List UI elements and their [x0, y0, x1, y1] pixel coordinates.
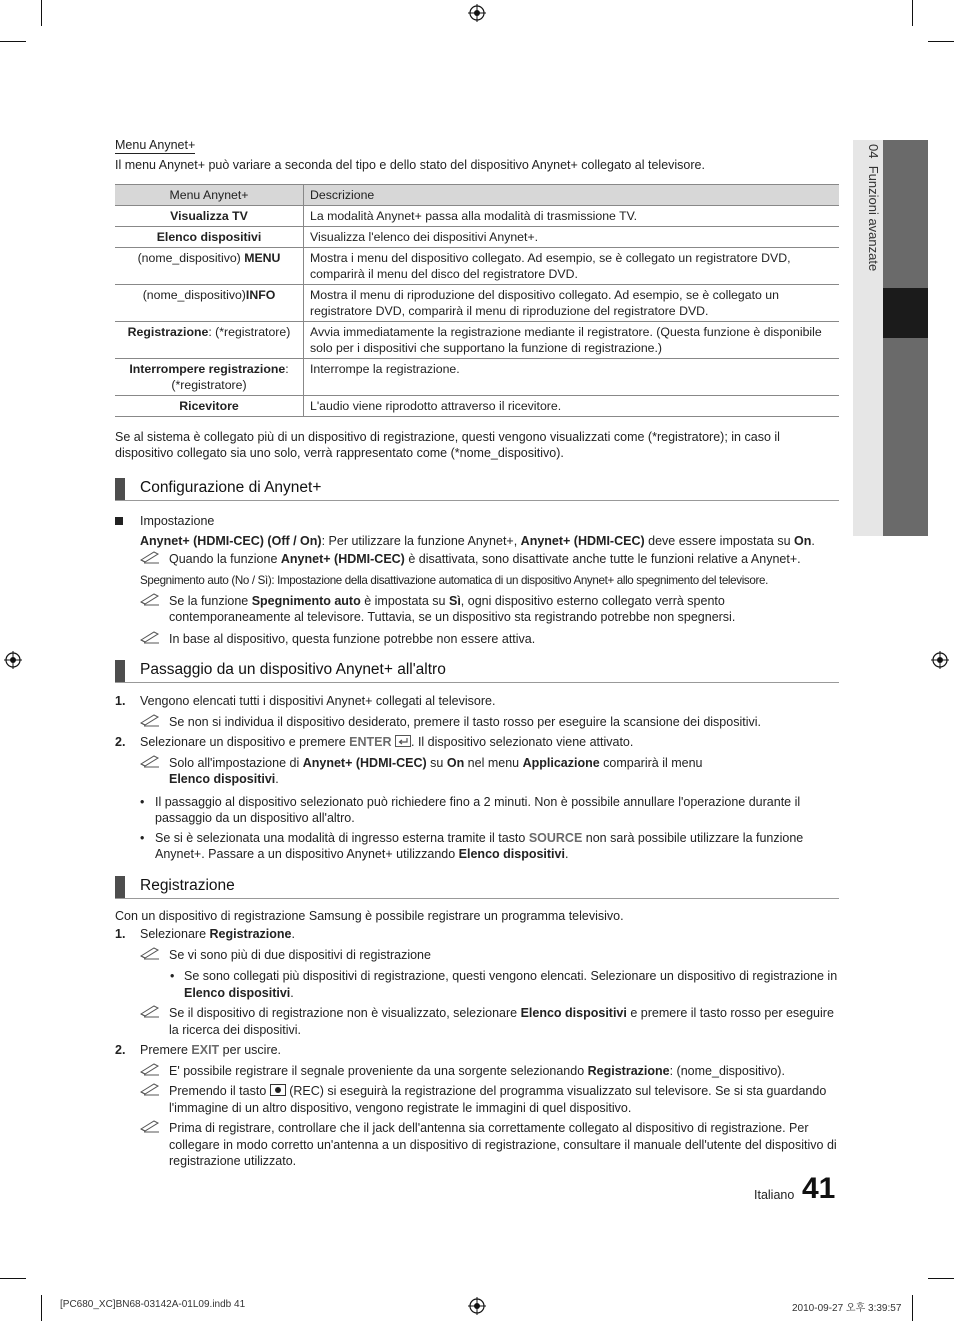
anynet-menu-table [115, 184, 839, 417]
paragraph: Con un dispositivo di registrazione Samsung è possibile registrare un programma televisivo. [115, 908, 624, 923]
note-pencil-icon [139, 550, 161, 564]
bullet-item: • Se sono collegati più dispositivi di registrazione, questi vengono elencati. Selezionare un dispositivo di registrazione in Elenco dispositivi. [170, 969, 838, 1000]
note: E' possibile registrare il segnale proveniente da una sorgente selezionando Registrazione: (nome_dispositivo). [115, 1063, 839, 1080]
table-cell: Mostra il menu di riproduzione del dispositivo collegato. Ad esempio, se è collegato un registratore DVD, comparirà il menu di riproduzione del registratore DVD. [304, 284, 840, 321]
note: Quando la funzione Anynet+ (HDMI-CEC) è disattivata, sono disattivate anche tutte le funzioni relative a Anynet+. [115, 551, 839, 568]
table-cell: Avvia immediatamente la registrazione mediante il registratore. (Questa funzione è disponibile solo per i dispositivi che supportano la funzione di registrazione.) [304, 321, 840, 358]
crop-mark [912, 1295, 913, 1321]
table-row [115, 226, 839, 247]
note-pencil-icon [139, 754, 161, 768]
page-number: 41 [802, 1172, 836, 1205]
section-bar [115, 876, 125, 898]
registration-mark-icon [468, 4, 486, 22]
registration-mark-icon [931, 651, 949, 669]
note: Se vi sono più di due dispositivi di registrazione [115, 947, 839, 964]
note: In base al dispositivo, questa funzione potrebbe non essere attiva. [115, 631, 839, 648]
footer-language: Italiano [754, 1188, 795, 1202]
crop-mark [41, 0, 42, 26]
note: Se non si individua il dispositivo desiderato, premere il tasto rosso per eseguire la scansione dei dispositivi. [115, 714, 839, 731]
note: Solo all'impostazione di Anynet+ (HDMI-CEC) su On nel menu Applicazione comparirà il menu Elenco dispositivi. [115, 755, 839, 788]
table-header [115, 184, 839, 205]
section-title: Configurazione di Anynet+ [140, 478, 322, 496]
note: Se la funzione Spegnimento auto è impostata su Sì, ogni dispositivo esterno collegato verrà spento contemporaneamente al televisore. Tuttavia, se un dispositivo sta registrando potrebbe non spegnersi. [115, 593, 839, 626]
table-row [115, 321, 839, 358]
numbered-step: 2. Premere EXIT per uscire. [115, 1043, 282, 1057]
paragraph: Spegnimento auto (No / Sì): Impostazione della disattivazione automatica di un dispositivo Anynet+ allo spegnimento del televisore. [140, 574, 768, 587]
side-tab-block [883, 140, 928, 288]
table-header-cell: Menu Anynet+ [115, 184, 304, 205]
numbered-step: 1. Selezionare Registrazione. [115, 927, 295, 941]
side-tab-active-block [883, 288, 928, 338]
table-cell: Mostra i menu del dispositivo collegato. Ad esempio, se è collegato un registratore DVD, comparirà il menu del disco del registratore DVD. [304, 247, 840, 284]
note-pencil-icon [139, 946, 161, 960]
table-row [115, 247, 839, 284]
section-title: Passaggio da un dispositivo Anynet+ all'altro [140, 661, 446, 678]
note-pencil-icon [139, 1062, 161, 1076]
table-footnote: Se al sistema è collegato più di un dispositivo di registrazione, questi vengono visualizzati come (*registratore); in caso il dispositivo collegato sia uno solo, verrà rappresentato come (*nome_dispositivo). [115, 429, 780, 460]
side-tab-block [883, 338, 928, 536]
table-row [115, 358, 839, 395]
crop-mark [0, 1278, 26, 1279]
section-bar [115, 660, 125, 682]
page-content [115, 138, 839, 1170]
print-slug-file: [PC680_XC]BN68-03142A-01L09.indb 41 [60, 1299, 246, 1310]
numbered-step: 2. Selezionare un dispositivo e premere ENTER . Il dispositivo selezionato viene attivato. [115, 735, 634, 749]
table-cell: Visualizza TV [115, 205, 304, 226]
square-bullet-icon [115, 517, 123, 525]
crop-mark [928, 1278, 954, 1279]
side-tab-label: 04 Funzioni avanzate [866, 144, 881, 272]
table-row [115, 395, 839, 416]
chapter-side-tab [853, 140, 928, 536]
bullet-item: • Il passaggio al dispositivo selezionato può richiedere fino a 2 minuti. Non è possibile annullare l'operazione durante il passaggio da un dispositivo all'altro. [140, 794, 801, 825]
section-heading [115, 476, 839, 501]
paragraph: Anynet+ (HDMI-CEC) (Off / On): Per utilizzare la funzione Anynet+, Anynet+ (HDMI-CEC) deve essere impostata su On. [140, 534, 815, 548]
table-cell: (nome_dispositivo) MENU [115, 247, 304, 284]
table-cell: Interrompere registrazione: (*registratore) [115, 358, 304, 395]
table-cell: Interrompe la registrazione. [304, 358, 840, 395]
note-pencil-icon [139, 1082, 161, 1096]
crop-mark [0, 41, 26, 42]
menu-title: Menu Anynet+ [115, 138, 196, 152]
table-header-cell: Descrizione [304, 184, 840, 205]
numbered-step: 1. Vengono elencati tutti i dispositivi Anynet+ collegati al televisore. [115, 694, 496, 708]
note-pencil-icon [139, 1004, 161, 1018]
rec-button-icon [270, 1084, 286, 1096]
note-pencil-icon [139, 630, 161, 644]
section-bar [115, 478, 125, 500]
registration-mark-icon [4, 651, 22, 669]
bullet-item: • Se si è selezionata una modalità di ingresso esterna tramite il tasto SOURCE non sarà possibile utilizzare la funzione Anynet+. Passare a un dispositivo Anynet+ utilizzando Elenco dispositivi. [140, 830, 804, 861]
table-cell: Elenco dispositivi [115, 226, 304, 247]
table-cell: Registrazione: (*registratore) [115, 321, 304, 358]
crop-mark [928, 41, 954, 42]
note: Se il dispositivo di registrazione non è visualizzato, selezionare Elenco dispositivi e premere il tasto rosso per eseguire la ricerca dei dispositivi. [115, 1005, 839, 1038]
note: Premendo il tasto (REC) si eseguirà la registrazione del programma visualizzato sul televisore. Se si sta guardando l'immagine di un altro dispositivo, vengono registrate le immagini di quel dispositivo. [115, 1083, 839, 1116]
table-row [115, 205, 839, 226]
section-title: Registrazione [140, 876, 235, 894]
list-item: Impostazione [115, 513, 839, 530]
registration-mark-icon [468, 1297, 486, 1315]
table-cell: Ricevitore [115, 395, 304, 416]
table-cell: Visualizza l'elenco dei dispositivi Anynet+. [304, 226, 840, 247]
note-pencil-icon [139, 713, 161, 727]
section-heading [115, 874, 839, 899]
table-cell: L'audio viene riprodotto attraverso il ricevitore. [304, 395, 840, 416]
section-heading [115, 658, 839, 683]
note-pencil-icon [139, 592, 161, 606]
crop-mark [41, 1295, 42, 1321]
crop-mark [912, 0, 913, 26]
print-slug-date: 2010-09-27 오후 3:39:57 [792, 1303, 902, 1314]
table-cell: La modalità Anynet+ passa alla modalità di trasmissione TV. [304, 205, 840, 226]
note: Prima di registrare, controllare che il jack dell'antenna sia correttamente collegato al dispositivo di registrazione. Per collegare in modo corretto un'antenna a un dispositivo di registrazione, consultare il manuale dell'utente del dispositivo di registrazione utilizzato. [115, 1120, 839, 1170]
table-row [115, 284, 839, 321]
note-pencil-icon [139, 1119, 161, 1133]
menu-description: Il menu Anynet+ può variare a seconda del tipo e dello stato del dispositivo Anynet+ collegato al televisore. [115, 158, 705, 172]
table-cell: (nome_dispositivo)INFO [115, 284, 304, 321]
enter-key-icon [395, 735, 411, 747]
